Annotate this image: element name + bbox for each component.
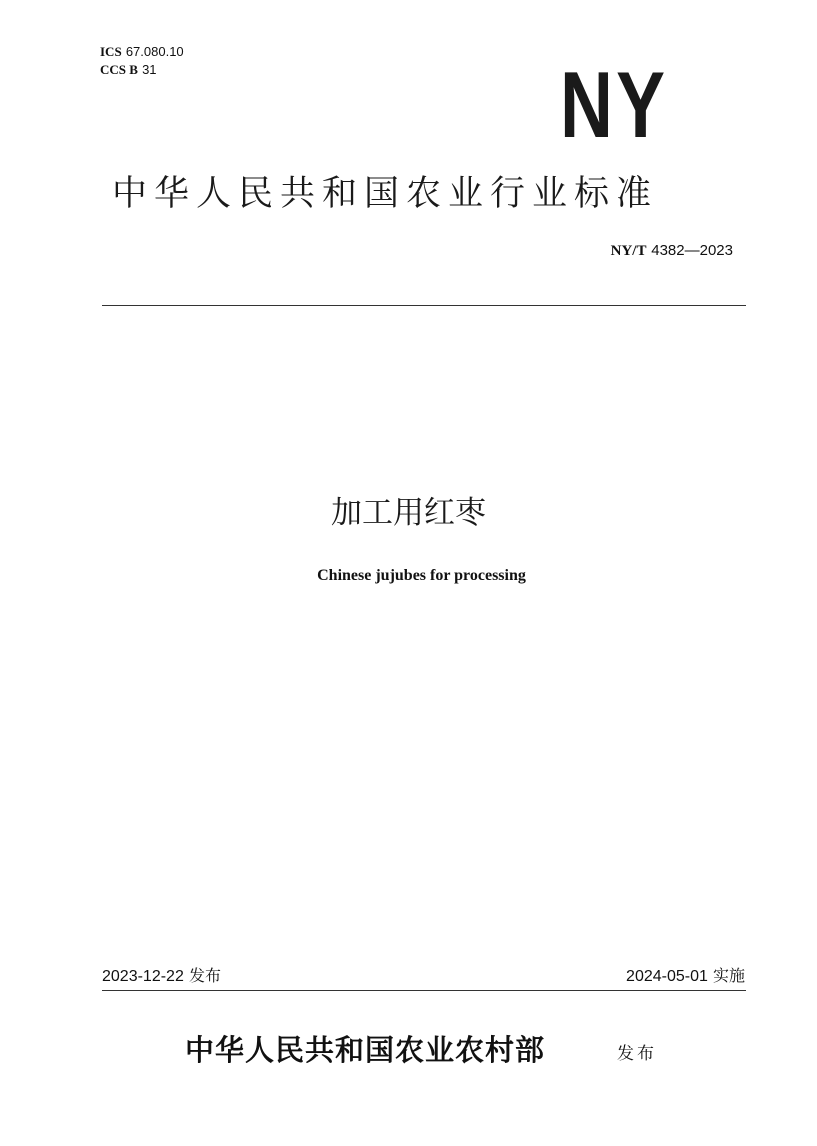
standard-number-code: 4382—2023	[651, 242, 733, 259]
footer-divider	[102, 990, 746, 991]
publisher-action: 发布	[617, 1044, 657, 1064]
implementation-date-line	[626, 966, 745, 987]
ics-classification	[100, 44, 184, 61]
ics-code: 67.080.10	[125, 44, 184, 59]
implementation-date: 2024-05-01	[626, 968, 708, 985]
ny-logo: NY	[560, 52, 669, 157]
ccs-classification	[100, 62, 157, 79]
ccs-code: 31	[142, 62, 157, 77]
header-divider	[102, 305, 746, 306]
ccs-tag: CCS B	[100, 62, 138, 77]
publisher-name: 中华人民共和国农业农村部	[185, 1033, 546, 1067]
implementation-label: 实施	[712, 966, 745, 985]
ics-tag: ICS	[100, 44, 122, 59]
standard-number	[611, 240, 733, 261]
standard-type-heading: 中华人民共和国农业行业标准	[112, 174, 659, 214]
issue-label: 发布	[188, 966, 221, 985]
standard-number-prefix: NY/T	[610, 243, 647, 259]
issue-date-line	[102, 966, 221, 987]
document-title-chinese: 加工用红枣	[331, 495, 486, 531]
document-title-english: Chinese jujubes for processing	[317, 567, 526, 584]
issue-date: 2023-12-22	[102, 968, 184, 985]
